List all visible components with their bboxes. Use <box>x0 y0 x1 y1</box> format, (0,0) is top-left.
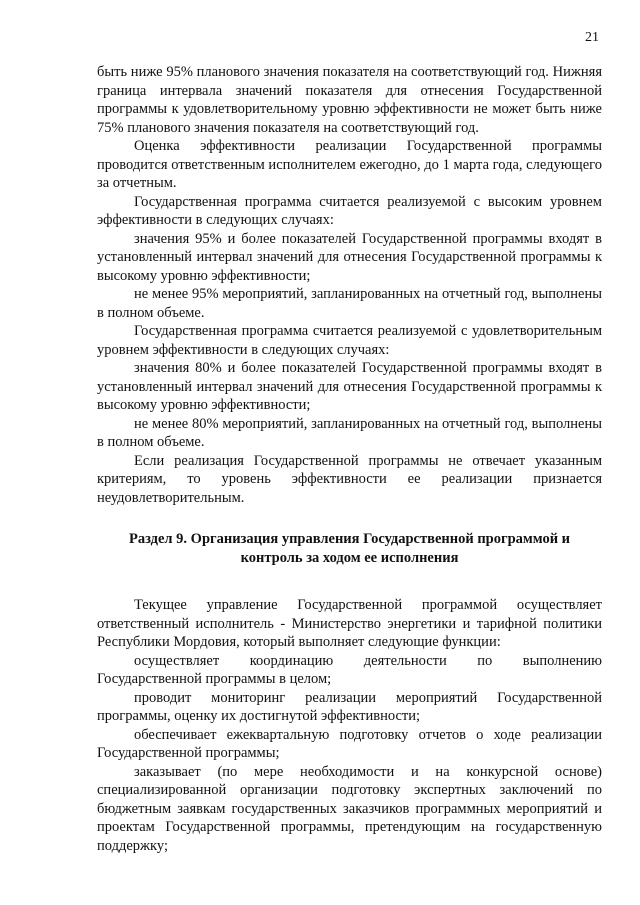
paragraph: быть ниже 95% планового значения показателя на соответствующий год. Нижняя граница интервала значений показателя для отнесения Государственной программы к удовлетворительному уровню эффективности не может быть ниже 75% планового значения показателя на соответствующий год. <box>97 64 602 136</box>
paragraph: Оценка эффективности реализации Государственной программы проводится ответственным исполнителем ежегодно, до 1 марта года, следующего за отчетным. <box>97 138 602 191</box>
body-text-top <box>97 63 602 507</box>
paragraph: не менее 95% мероприятий, запланированных на отчетный год, выполнены в полном объеме. <box>97 286 602 321</box>
paragraph: Государственная программа считается реализуемой с удовлетворительным уровнем эффективности в следующих случаях: <box>97 323 602 358</box>
paragraph: Текущее управление Государственной программой осуществляет ответственный исполнитель - Министерство энергетики и тарифной политики Республики Мордовия, который выполняет следующие функции: <box>97 597 602 650</box>
section-heading-line-2: контроль за ходом ее исполнения <box>240 550 459 566</box>
paragraph: значения 80% и более показателей Государственной программы входят в установленный интервал значений для отнесения Государственной программы к высокому уровню эффективности; <box>97 360 602 413</box>
page-number: 21 <box>585 30 599 45</box>
section-heading <box>97 530 602 568</box>
paragraph: заказывает (по мере необходимости и на конкурсной основе) специализированной организации подготовку экспертных заключений по бюджетным заявкам государственных заказчиков программных мероприятий и проектам Государственной программы, претендующим на государственную поддержку; <box>97 763 602 854</box>
paragraph: проводит мониторинг реализации мероприятий Государственной программы, оценку их достигнутой эффективности; <box>97 689 602 724</box>
paragraph: значения 95% и более показателей Государственной программы входят в установленный интервал значений для отнесения Государственной программы к высокому уровню эффективности; <box>97 230 602 284</box>
section-heading-line-1: Раздел 9. Организация управления Государственной программой и <box>128 531 571 547</box>
body-text-bottom <box>97 596 602 855</box>
paragraph: осуществляет координацию деятельности по выполнению Государственной программы в целом; <box>97 652 602 687</box>
paragraph: обеспечивает ежеквартальную подготовку отчетов о ходе реализации Государственной программы; <box>97 726 602 761</box>
paragraph: Государственная программа считается реализуемой с высоким уровнем эффективности в следующих случаях: <box>97 193 602 228</box>
paragraph: Если реализация Государственной программы не отвечает указанным критериям, то уровень эффективности ее реализации признается неудовлетворительным. <box>97 452 602 506</box>
paragraph: не менее 80% мероприятий, запланированных на отчетный год, выполнены в полном объеме. <box>97 415 602 450</box>
